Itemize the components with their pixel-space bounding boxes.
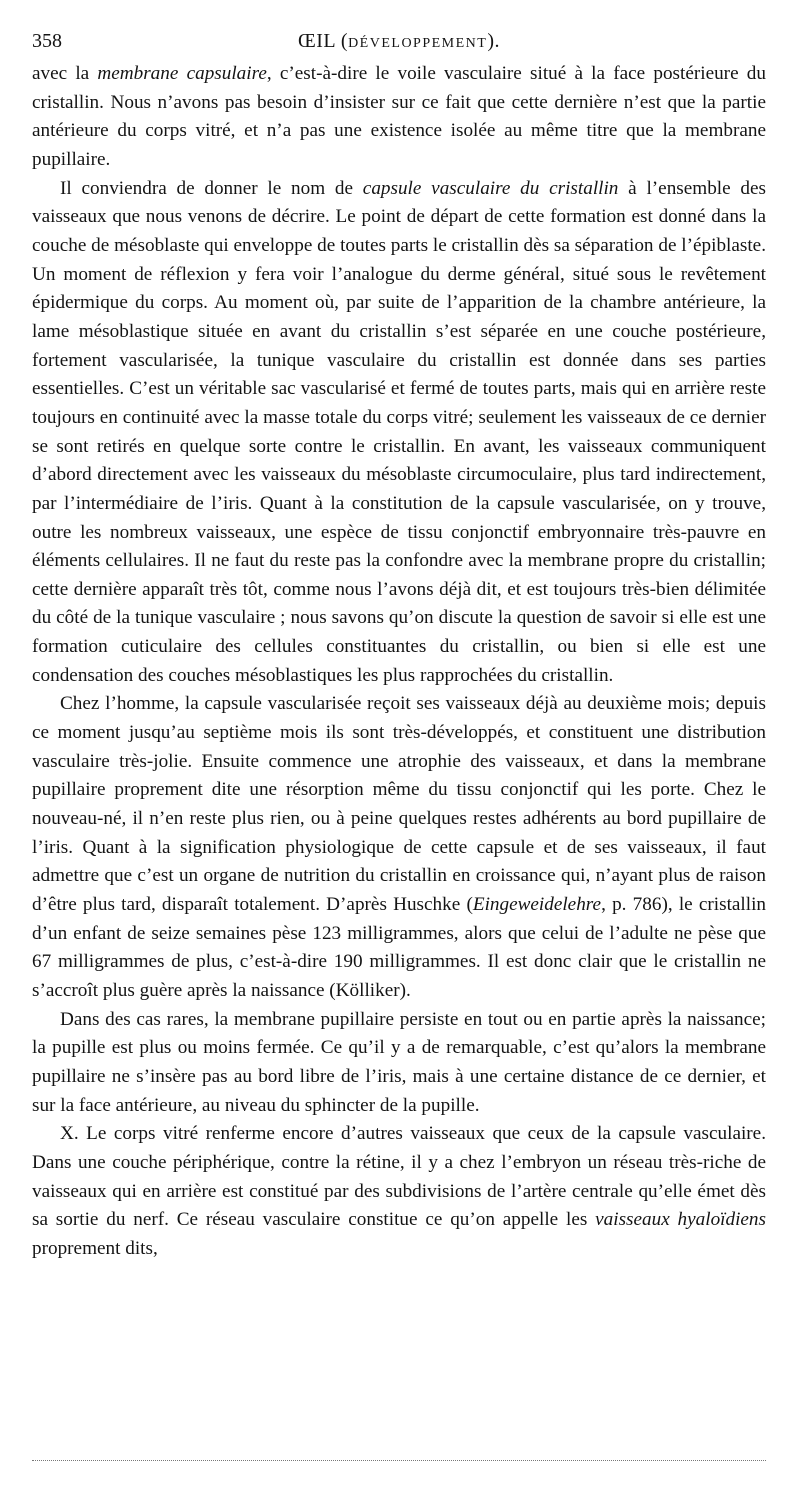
text-run: Chez l’homme, la capsule vascularisée reçoit ses vaisseaux déjà au deuxième mois; depuis ce moment jusqu’au septième mois ils sont très-développés, et constituent une distribution vasculaire très-jolie. Ensuite commence une atrophie des vaisseaux, et dans la membrane pupillaire proprement dite une résorption même du tissu conjonctif qui les porte. Chez le nouveau-né, il n’en reste plus rien, ou à peine quelques restes adhérents au bord pupillaire de l’iris. Quant à la signification physiologique de cette capsule et de ses vaisseaux, il faut admettre que c’est un organe de nutrition du cristallin en croissance qui, n’ayant plus de raison d’être plus tard, disparaît totalement. D’après Huschke (: [32, 693, 766, 916]
body-text: [32, 60, 766, 1264]
italic-text: membrane capsulaire: [97, 63, 267, 84]
paragraph: [32, 1006, 766, 1121]
text-run: Il conviendra de donner le nom de: [60, 177, 363, 199]
running-head: [32, 30, 766, 60]
paragraph: [32, 690, 766, 1005]
running-title-main: ŒIL (: [297, 30, 349, 52]
footer-rule: [32, 1460, 766, 1461]
text-run: à l’ensemble des vaisseaux que nous venons de décrire. Le point de départ de cette formation est donné dans la couche de mésoblaste qui enveloppe de toutes parts le cristallin dès sa séparation de l’épiblaste. Un moment de réflexion y fera voir l’analogue du derme général, situé sous le revêtement épidermique du corps. Au moment où, par suite de l’apparition de la chambre antérieure, la lame mésoblastique située en avant du cristallin s’est séparée en une couche postérieure, fortement vascularisée, la tunique vasculaire du cristallin est donnée dans ses parties essentielles. C’est un véritable sac vascularisé et fermé de toutes parts, mais qui en arrière reste toujours en continuité avec la masse totale du corps vitré; seulement les vaisseaux de ce dernier se sont retirés en quelque sorte contre le cristallin. En avant, les vaisseaux communiquent d’abord directement avec les vaisseaux du mésoblaste circumoculaire, plus tard indirectement, par l’intermédiaire de l’iris. Quant à la constitution de la capsule vascularisée, on y trouve, outre les nombreux vaisseaux, une espèce de tissu conjonctif embryonnaire très-pauvre en éléments cellulaires. Il ne faut du reste pas la confondre avec la membrane propre du cristallin; cette dernière apparaît très tôt, comme nous l’avons déjà dit, et est toujours très-bien délimitée du côté de la tunique vasculaire ; nous savons qu’on discute la question de savoir si elle est une formation cuticulaire des cellules constituantes du cristallin, ou bien si elle est une condensation des couches mésoblastiques les plus rapprochées du cristallin.: [32, 177, 766, 686]
book-page: [32, 30, 766, 1264]
paragraph: [32, 175, 766, 691]
italic-text: Eingeweidelehre: [472, 894, 602, 916]
italic-text: capsule vasculaire du cristallin: [362, 177, 619, 199]
text-run: , c’est-à-dire le voile vasculaire situé à la face postérieure du cristallin. Nous n’avons pas besoin d’insister sur ce fait que cette dernière n’est que la partie antérieure du corps vitré, et n’a pas une existence isolée au même titre que la membrane pupillaire.: [32, 63, 766, 170]
text-run: X. Le corps vitré renferme encore d’autres vaisseaux que ceux de la capsule vasculaire. Dans une couche périphérique, contre la rétine, il y a chez l’embryon un réseau très-riche de vaisseaux qui en arrière est constitué par des subdivisions de l’artère centrale qu’elle émet dès sa sortie du nerf. Ce réseau vasculaire constitue ce qu’on appelle les: [32, 1123, 766, 1231]
text-run: Dans des cas rares, la membrane pupillaire persiste en tout ou en partie après la naissance; la pupille est plus ou moins fermée. Ce qu’il y a de remarquable, c’est qu’alors la membrane pupillaire ne s’insère pas au bord libre de l’iris, mais à une certaine distance de ce dernier, et sur la face antérieure, au niveau du sphincter de la pupille.: [32, 1008, 766, 1116]
text-run: proprement dits,: [32, 1237, 158, 1259]
running-title: [32, 30, 766, 53]
running-title-end: ).: [487, 30, 501, 52]
text-run: , p. 786), le cristallin d’un enfant de seize semaines pèse 123 milligrammes, alors que celui de l’adulte ne pèse que 67 milligrammes de plus, c’est-à-dire 190 milligrammes. Il est donc clair que le cristallin ne s’accroît plus guère après la naissance (Kölliker).: [32, 894, 767, 1001]
page-number: 358: [32, 30, 62, 52]
paragraph: [32, 60, 766, 175]
text-run: avec la: [32, 63, 98, 84]
running-title-smallcaps: DÉVELOPPEMENT: [348, 36, 488, 51]
italic-text: vaisseaux hyaloïdiens: [595, 1209, 766, 1231]
paragraph: [32, 1120, 766, 1263]
